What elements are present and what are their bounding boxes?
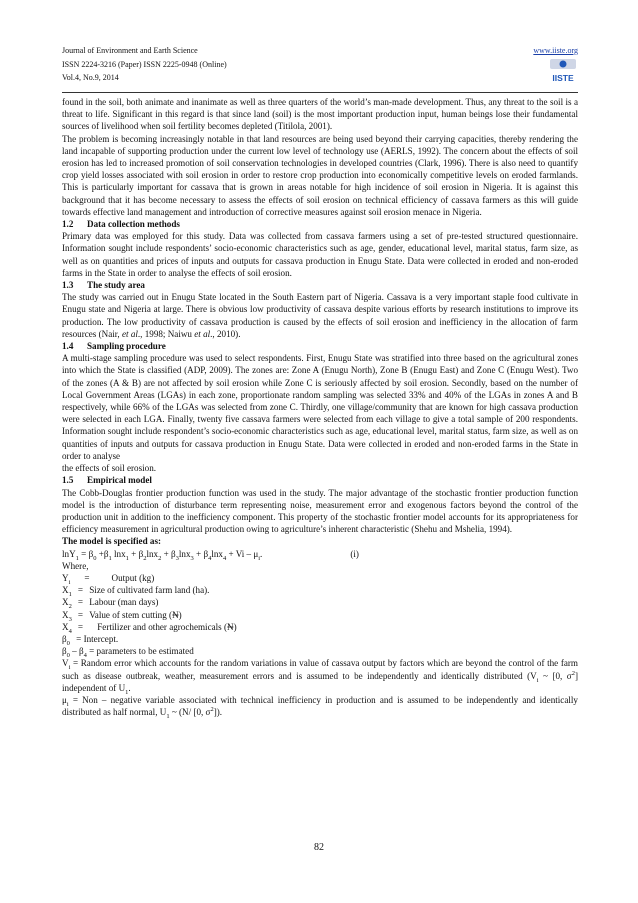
journal-title: Journal of Environment and Earth Science (62, 46, 198, 55)
model-equation: $\ln Y_1 = \beta_0 +\beta_1$ $\ln x_1 + \beta_2\ln x_2 + \beta_3\ln x_3 + \beta_4\ln x_4 + Vi - \mu_i$. (i) (62, 548, 359, 562)
paragraph-empirical-model: The Cobb-Douglas frontier production function was used in the study. The major advantage of the stochastic frontier production function model is the introduction of disturbance term representing noise, measurement error and exogenous factors beyond the control of the production unit in addition to the inefficiency component. This property of the stochastic frontier model accounts for its appropriateness for efficiency measurement in agricultural production owing to agriculture’s inherent characteristic (Shehu and Mshelia, 1994). (62, 487, 578, 535)
paragraph-sampling-tail: the effects of soil erosion. (62, 463, 157, 474)
section-heading-empirical-model: 1.5 Empirical model (62, 475, 152, 486)
journal-header (62, 44, 578, 85)
paragraph-sampling: A multi-stage sampling procedure was used to select respondents. First, Enugu State was stratified into three based on the agricultural zones into which the State is classified (ADP, 2009). The zones are: Zone A (Enugu North), Zone B (Enugu East) and Zone C (Enugu West). Two of the zones (A & B) are not affected by soil erosion while Zone C is seriously affected by soil erosion. Secondly, based on the number of Local Government Areas (LGAs) in each zone, proportionate random sampling was selected 33% and 40% of the LGAs in zones A and B respectively, while 66% of the LGAs was selected from zone C. Thirdly, one village/community that are known for high cassava production were selected in each LGA. Finally, twenty five cassava farmers were selected from each village to give a total sample of 200 respondents. Information sought include respondent’s socio-economic characteristics such as age, educational level, marital status, farm size, as well as on quantities of inputs and outputs for cassava production in Enugu State. Data were collected in eroded and non-eroded farms in the State in order to analyse (62, 353, 578, 461)
variable-definition: $X_3$ = Value of stem cutting (₦) (62, 609, 182, 623)
beta0-definition: $\beta_0$ = Intercept. (62, 633, 119, 647)
paragraph-intro: found in the soil, both animate and inanimate as well as three quarters of the world’s man-made development. Thus, any threat to the soil is a threat to life. Significant in this regard is that since land (soil) is the most important production input, human beings lose their fundamental sources of livelihood when soil fertility becomes depleted (Titilola, 2001). (62, 97, 578, 132)
section-heading-study-area: 1.3 The study area (62, 280, 145, 291)
equation-number: (i) (350, 548, 359, 559)
variable-definition: $X_4$ = Fertilizer and other agrochemicals (₦) (62, 621, 237, 635)
journal-url-link[interactable]: www.iiste.org (533, 46, 578, 55)
section-heading-sampling: 1.4 Sampling procedure (62, 341, 166, 352)
paragraph-data-collection: Primary data was employed for this study. Data was collected from cassava farmers using a set of pre-tested structured questionnaire. Information sought include respondents’ socio-economic characteristics such as age, gender, educational level, marital status, farm size, as well as on quantities and prices of inputs and outputs for cassava production in Enugu State. Data were collected in eroded and non-eroded farms in the State in order to analyse the effects of soil erosion. (62, 231, 578, 278)
page-number: 82 (314, 842, 324, 853)
variable-definition: $X_2$ = Labour (man days) (62, 597, 159, 611)
model-heading: The model is specified as: (62, 536, 162, 547)
where-label: Where, (62, 560, 89, 571)
mu-definition: $\mu_i$ = Non – negative variable associated with technical inefficiency in production and is assumed to be independently and identically distributed as half normal, $U_1$ ~ (N/ [0, $\sigma^2$]). (62, 694, 578, 720)
vi-definition: $V_i$ = Random error which accounts for the random variations in value of cassava output by factors which are beyond the control of the farm such as disease outbreak, weather, measurement errors and is assumed to be independently and identically distributed ($V_i$ ~ [0, $\sigma^2$] independent of $U_1$. (62, 658, 578, 696)
journal-volume: Vol.4, No.9, 2014 (62, 73, 119, 82)
beta-parameters-definition: $\beta_0 - \beta_4$ = parameters to be estimated (62, 646, 194, 659)
variable-definition: $Y_i$ = Output (kg) (62, 572, 155, 586)
logo-text: IISTE (552, 73, 574, 83)
variable-definition: $X_1$ = Size of cultivated farm land (ha). (62, 585, 210, 598)
section-heading-data-collection: 1.2 Data collection methods (62, 219, 180, 230)
variable-list (62, 572, 578, 633)
paragraph-study-area: The study was carried out in Enugu State located in the South Eastern part of Nigeria. Cassava is a very important staple food cultivate in Enugu state and Nigeria at large. There is obvious low productivity of cassava despite various efforts by research institutions to improve its production. The low productivity of cassava production is caused by the effects of soil erosion and inefficiency in the allocation of farm resources (Nair, et al., 1998; Naiwu et al., 2010). (62, 292, 578, 339)
paragraph-problem: The problem is becoming increasingly notable in that land resources are being used beyond their carrying capacities, thereby rendering the land incapable of supporting production under the current low level of technology use (AERLS, 1992). The concern about the effects of soil erosion has led to increased promotion of soil conservation technologies in developed countries (Clark, 1996). There is also need to quantify crop yield losses associated with soil erosion in order to restore crop production into economically competitive levels on eroded farmlands. This is particularly important for cassava that is grown in areas notable for high incidence of soil erosion in Nigeria. It is against this background that it has become necessary to assess the effects of soil erosion on technical efficiency of cassava farmers as this will guide towards effective land management and introduction of corrective measures against soil erosion menace in Nigeria. (62, 133, 578, 217)
journal-issn: ISSN 2224-3216 (Paper) ISSN 2225-0948 (Online) (62, 59, 227, 69)
iiste-logo-icon (548, 58, 578, 86)
article-body (62, 96, 578, 718)
header-divider (62, 92, 578, 93)
